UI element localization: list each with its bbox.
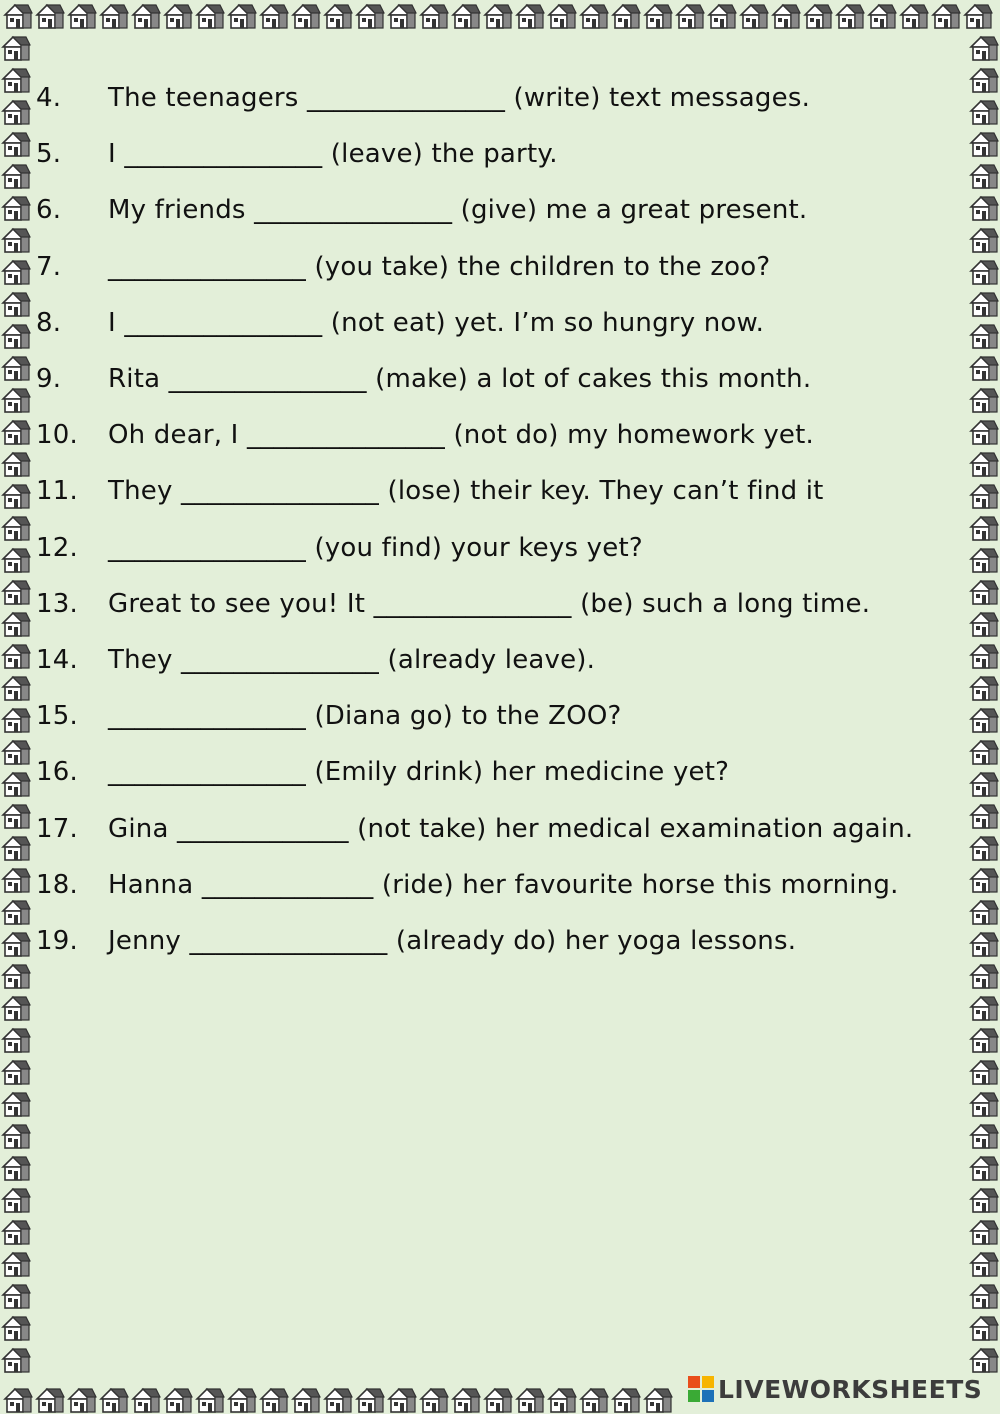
liveworksheets-watermark bbox=[688, 1374, 982, 1404]
exercise-number: 10. bbox=[36, 420, 78, 451]
exercise-number: 14. bbox=[36, 644, 78, 675]
exercise-item bbox=[36, 800, 961, 856]
house-icon bbox=[968, 160, 1000, 192]
house-icon bbox=[0, 960, 32, 992]
house-icon bbox=[0, 128, 32, 160]
house-icon bbox=[258, 0, 290, 30]
house-icon bbox=[898, 0, 930, 30]
house-icon bbox=[968, 512, 1000, 544]
page-border-right bbox=[968, 32, 1000, 1384]
house-icon bbox=[968, 1344, 1000, 1376]
house-icon bbox=[834, 0, 866, 30]
exercise-sentence: I _______________ (leave) the party. bbox=[108, 139, 558, 170]
house-icon bbox=[968, 480, 1000, 512]
house-icon bbox=[0, 1056, 32, 1088]
house-icon bbox=[968, 672, 1000, 704]
house-icon bbox=[866, 0, 898, 30]
exercise-number: 8. bbox=[36, 307, 62, 338]
house-icon bbox=[482, 1384, 514, 1414]
house-icon bbox=[0, 192, 32, 224]
house-icon bbox=[968, 416, 1000, 448]
house-icon bbox=[968, 1056, 1000, 1088]
exercise-item bbox=[36, 744, 961, 800]
house-icon bbox=[968, 64, 1000, 96]
house-icon bbox=[968, 832, 1000, 864]
exercise-sentence: They _______________ (lose) their key. They can’t find it bbox=[108, 476, 824, 507]
house-icon bbox=[968, 736, 1000, 768]
exercise-sentence: Jenny _______________ (already do) her yoga lessons. bbox=[108, 925, 797, 956]
house-icon bbox=[482, 0, 514, 30]
house-icon bbox=[968, 256, 1000, 288]
house-icon bbox=[642, 0, 674, 30]
house-icon bbox=[968, 1120, 1000, 1152]
house-icon bbox=[0, 1152, 32, 1184]
exercise-item bbox=[36, 576, 961, 632]
house-icon bbox=[2, 0, 34, 30]
house-icon bbox=[968, 1024, 1000, 1056]
house-icon bbox=[0, 896, 32, 928]
house-icon bbox=[0, 608, 32, 640]
exercise-number: 7. bbox=[36, 251, 62, 282]
house-icon bbox=[610, 1384, 642, 1414]
house-icon bbox=[930, 0, 962, 30]
house-icon bbox=[514, 0, 546, 30]
exercise-list bbox=[36, 70, 961, 969]
exercise-sentence: My friends _______________ (give) me a great present. bbox=[108, 195, 808, 226]
house-icon bbox=[0, 928, 32, 960]
house-icon bbox=[162, 1384, 194, 1414]
house-icon bbox=[0, 1344, 32, 1376]
house-icon bbox=[578, 0, 610, 30]
house-icon bbox=[66, 1384, 98, 1414]
house-icon bbox=[386, 0, 418, 30]
house-icon bbox=[968, 1184, 1000, 1216]
house-icon bbox=[968, 1216, 1000, 1248]
exercise-sentence: They _______________ (already leave). bbox=[108, 644, 596, 675]
house-icon bbox=[0, 800, 32, 832]
exercise-sentence: Gina _____________ (not take) her medical examination again. bbox=[108, 813, 914, 844]
house-icon bbox=[968, 32, 1000, 64]
house-icon bbox=[0, 448, 32, 480]
house-icon bbox=[0, 640, 32, 672]
exercise-number: 12. bbox=[36, 532, 78, 563]
house-icon bbox=[968, 1312, 1000, 1344]
house-icon bbox=[968, 864, 1000, 896]
exercise-item bbox=[36, 126, 961, 182]
exercise-sentence: Rita _______________ (make) a lot of cakes this month. bbox=[108, 364, 812, 395]
house-icon bbox=[968, 448, 1000, 480]
house-icon bbox=[0, 96, 32, 128]
house-icon bbox=[98, 1384, 130, 1414]
house-icon bbox=[738, 0, 770, 30]
house-icon bbox=[0, 512, 32, 544]
house-icon bbox=[968, 992, 1000, 1024]
house-icon bbox=[770, 0, 802, 30]
house-icon bbox=[290, 1384, 322, 1414]
house-icon bbox=[546, 1384, 578, 1414]
house-icon bbox=[0, 224, 32, 256]
house-icon bbox=[546, 0, 578, 30]
exercise-item bbox=[36, 632, 961, 688]
page-border-top bbox=[0, 0, 1000, 30]
exercise-sentence: _______________ (you find) your keys yet? bbox=[108, 532, 643, 563]
house-icon bbox=[968, 192, 1000, 224]
house-icon bbox=[968, 128, 1000, 160]
house-icon bbox=[0, 672, 32, 704]
house-icon bbox=[968, 928, 1000, 960]
house-icon bbox=[354, 0, 386, 30]
house-icon bbox=[0, 480, 32, 512]
house-icon bbox=[0, 64, 32, 96]
house-icon bbox=[322, 0, 354, 30]
house-icon bbox=[0, 1216, 32, 1248]
house-icon bbox=[968, 800, 1000, 832]
house-icon bbox=[34, 0, 66, 30]
house-icon bbox=[968, 640, 1000, 672]
liveworksheets-logo-icon bbox=[688, 1376, 714, 1402]
exercise-item bbox=[36, 913, 961, 969]
house-icon bbox=[968, 1088, 1000, 1120]
house-icon bbox=[0, 992, 32, 1024]
house-icon bbox=[226, 1384, 258, 1414]
house-icon bbox=[578, 1384, 610, 1414]
house-icon bbox=[968, 352, 1000, 384]
house-icon bbox=[674, 0, 706, 30]
exercise-sentence: _______________ (you take) the children to the zoo? bbox=[108, 251, 771, 282]
exercise-item bbox=[36, 295, 961, 351]
house-icon bbox=[0, 352, 32, 384]
house-icon bbox=[968, 576, 1000, 608]
house-icon bbox=[0, 1312, 32, 1344]
exercise-number: 15. bbox=[36, 701, 78, 732]
house-icon bbox=[0, 704, 32, 736]
house-icon bbox=[968, 96, 1000, 128]
exercise-number: 6. bbox=[36, 195, 62, 226]
house-icon bbox=[968, 896, 1000, 928]
house-icon bbox=[968, 1248, 1000, 1280]
exercise-sentence: The teenagers _______________ (write) text messages. bbox=[108, 83, 811, 114]
house-icon bbox=[968, 224, 1000, 256]
house-icon bbox=[0, 320, 32, 352]
watermark-text: LIVEWORKSHEETS bbox=[718, 1374, 983, 1404]
house-icon bbox=[0, 768, 32, 800]
house-icon bbox=[968, 320, 1000, 352]
house-icon bbox=[0, 32, 32, 64]
house-icon bbox=[386, 1384, 418, 1414]
exercise-sentence: Great to see you! It _______________ (be) such a long time. bbox=[108, 588, 871, 619]
house-icon bbox=[66, 0, 98, 30]
exercise-item bbox=[36, 351, 961, 407]
exercise-number: 13. bbox=[36, 588, 78, 619]
house-icon bbox=[258, 1384, 290, 1414]
house-icon bbox=[450, 0, 482, 30]
house-icon bbox=[0, 384, 32, 416]
exercise-number: 5. bbox=[36, 139, 62, 170]
exercise-item bbox=[36, 520, 961, 576]
house-icon bbox=[194, 0, 226, 30]
house-icon bbox=[0, 736, 32, 768]
house-icon bbox=[968, 960, 1000, 992]
house-icon bbox=[0, 1120, 32, 1152]
house-icon bbox=[0, 1184, 32, 1216]
house-icon bbox=[130, 0, 162, 30]
house-icon bbox=[802, 0, 834, 30]
house-icon bbox=[968, 704, 1000, 736]
exercise-sentence: I _______________ (not eat) yet. I’m so hungry now. bbox=[108, 307, 765, 338]
exercise-number: 18. bbox=[36, 869, 78, 900]
house-icon bbox=[968, 544, 1000, 576]
house-icon bbox=[0, 416, 32, 448]
exercise-sentence: Oh dear, I _______________ (not do) my homework yet. bbox=[108, 420, 814, 451]
exercise-number: 4. bbox=[36, 83, 62, 114]
house-icon bbox=[968, 1152, 1000, 1184]
house-icon bbox=[0, 160, 32, 192]
exercise-number: 19. bbox=[36, 925, 78, 956]
exercise-sentence: Hanna _____________ (ride) her favourite horse this morning. bbox=[108, 869, 899, 900]
house-icon bbox=[0, 1248, 32, 1280]
exercise-item bbox=[36, 857, 961, 913]
exercise-sentence: _______________ (Diana go) to the ZOO? bbox=[108, 701, 622, 732]
exercise-number: 9. bbox=[36, 364, 62, 395]
house-icon bbox=[130, 1384, 162, 1414]
exercise-item bbox=[36, 70, 961, 126]
exercise-item bbox=[36, 407, 961, 463]
house-icon bbox=[290, 0, 322, 30]
exercise-number: 17. bbox=[36, 813, 78, 844]
house-icon bbox=[0, 544, 32, 576]
exercise-item bbox=[36, 239, 961, 295]
exercise-number: 11. bbox=[36, 476, 78, 507]
house-icon bbox=[34, 1384, 66, 1414]
house-icon bbox=[0, 1280, 32, 1312]
house-icon bbox=[226, 0, 258, 30]
exercise-item bbox=[36, 688, 961, 744]
house-icon bbox=[354, 1384, 386, 1414]
house-icon bbox=[968, 288, 1000, 320]
exercise-item bbox=[36, 182, 961, 238]
exercise-item bbox=[36, 463, 961, 519]
house-icon bbox=[706, 0, 738, 30]
house-icon bbox=[418, 0, 450, 30]
house-icon bbox=[0, 1024, 32, 1056]
house-icon bbox=[98, 0, 130, 30]
house-icon bbox=[968, 768, 1000, 800]
house-icon bbox=[610, 0, 642, 30]
house-icon bbox=[0, 576, 32, 608]
house-icon bbox=[450, 1384, 482, 1414]
house-icon bbox=[962, 0, 994, 30]
house-icon bbox=[162, 0, 194, 30]
house-icon bbox=[968, 1280, 1000, 1312]
house-icon bbox=[968, 608, 1000, 640]
house-icon bbox=[968, 384, 1000, 416]
house-icon bbox=[2, 1384, 34, 1414]
house-icon bbox=[0, 832, 32, 864]
house-icon bbox=[418, 1384, 450, 1414]
exercise-number: 16. bbox=[36, 757, 78, 788]
house-icon bbox=[0, 288, 32, 320]
house-icon bbox=[0, 256, 32, 288]
house-icon bbox=[514, 1384, 546, 1414]
page-border-left bbox=[0, 32, 32, 1384]
exercise-sentence: _______________ (Emily drink) her medicine yet? bbox=[108, 757, 730, 788]
house-icon bbox=[0, 864, 32, 896]
house-icon bbox=[322, 1384, 354, 1414]
house-icon bbox=[194, 1384, 226, 1414]
house-icon bbox=[642, 1384, 674, 1414]
house-icon bbox=[0, 1088, 32, 1120]
